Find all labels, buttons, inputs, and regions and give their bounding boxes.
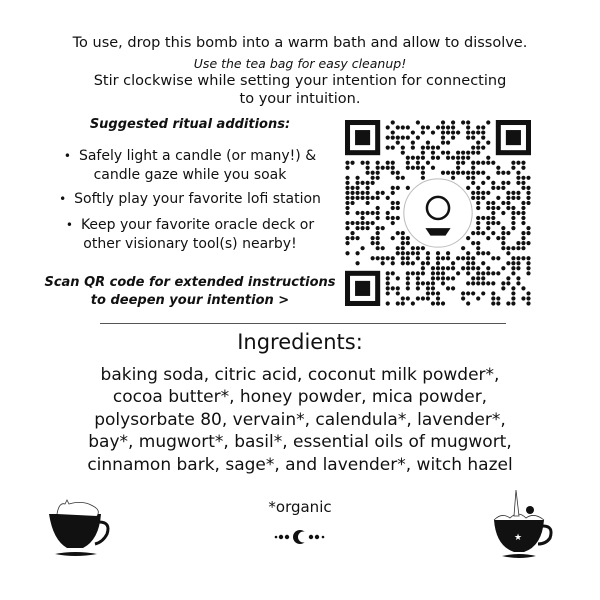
ingredient-line: polysorbate 80, vervain*, calendula*, lavender*, bbox=[94, 410, 506, 430]
divider bbox=[100, 323, 506, 324]
ingredient-line: cocoa butter*, honey powder, mica powder, bbox=[112, 387, 488, 407]
ritual-heading: Suggested ritual additions: bbox=[89, 117, 291, 132]
ingredients-heading: Ingredients: bbox=[237, 330, 363, 354]
ritual-item: • Softly play your favorite lofi station bbox=[59, 191, 321, 207]
moon-ornament-icon bbox=[272, 527, 328, 547]
ritual-item: • Safely light a candle (or many!) & candle gaze while you soak bbox=[63, 148, 317, 183]
organic-note: *organic bbox=[268, 498, 332, 516]
instruction-line: to your intuition. bbox=[239, 91, 361, 107]
ingredient-line: cinnamon bark, sage*, and lavender*, witch hazel bbox=[87, 455, 513, 475]
instruction-line: Stir clockwise while setting your intention for connecting bbox=[93, 73, 507, 89]
scan-qr-text: Scan QR code for extended instructions bbox=[44, 275, 336, 290]
svg-text:★: ★ bbox=[514, 533, 523, 543]
bullet-icon: • bbox=[65, 218, 73, 232]
ingredient-line: bay*, mugwort*, basil*, essential oils of mugwort, bbox=[88, 432, 512, 452]
bullet-icon: • bbox=[63, 149, 71, 163]
instruction-line: To use, drop this bomb into a warm bath and allow to dissolve. bbox=[72, 35, 528, 51]
witch-teacup-icon bbox=[488, 486, 558, 561]
cat-teacup-icon bbox=[45, 496, 115, 561]
scan-qr-text: to deepen your intention > bbox=[90, 293, 290, 308]
instruction-note: Use the tea bag for easy cleanup! bbox=[193, 56, 407, 71]
ingredient-line: baking soda, citric acid, coconut milk powder*, bbox=[100, 365, 500, 385]
ritual-item: • Keep your favorite oracle deck or other visionary tool(s) nearby! bbox=[65, 217, 315, 252]
qr-code[interactable] bbox=[345, 120, 531, 306]
bullet-icon: • bbox=[59, 192, 67, 206]
